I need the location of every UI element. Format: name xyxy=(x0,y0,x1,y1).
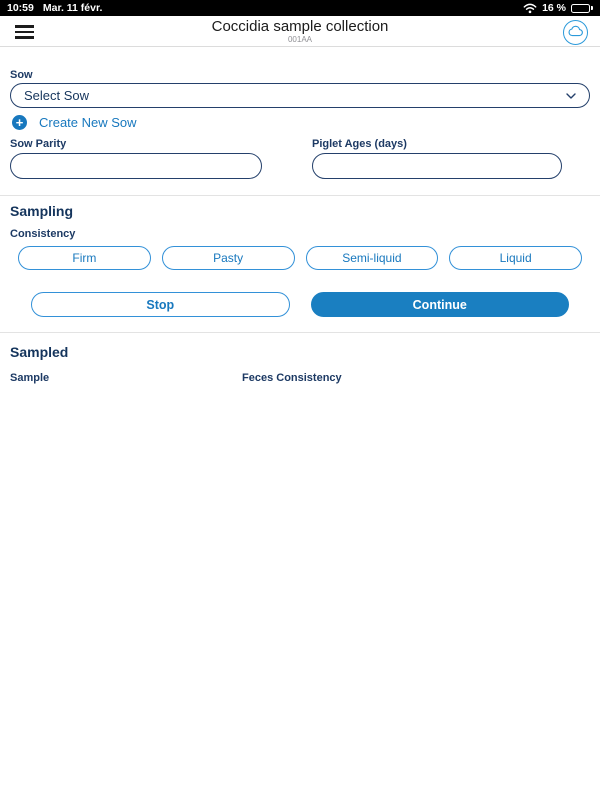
consistency-firm-button[interactable]: Firm xyxy=(18,246,151,270)
sampled-heading: Sampled xyxy=(10,344,69,360)
page-title: Coccidia sample collection xyxy=(211,18,389,35)
column-header-feces-consistency: Feces Consistency xyxy=(242,372,342,384)
stop-button[interactable]: Stop xyxy=(31,292,290,317)
sow-label: Sow xyxy=(10,69,33,81)
status-bar xyxy=(0,0,600,16)
sampled-table-header xyxy=(10,372,590,384)
sampling-heading: Sampling xyxy=(10,203,74,219)
consistency-label: Consistency xyxy=(10,228,76,240)
piglet-ages-input[interactable] xyxy=(312,153,562,179)
consistency-semi-liquid-button[interactable]: Semi-liquid xyxy=(306,246,439,270)
create-new-sow-button[interactable] xyxy=(10,115,590,130)
sow-parity-label: Sow Parity xyxy=(10,138,67,150)
app-header xyxy=(0,16,600,47)
create-new-sow-label: Create New Sow xyxy=(39,115,137,130)
consistency-options xyxy=(10,246,590,270)
battery-percent: 16 % xyxy=(542,2,566,14)
page-subtitle: 001AA xyxy=(287,35,313,44)
cloud-sync-button[interactable] xyxy=(563,20,588,45)
section-divider xyxy=(0,332,600,333)
sow-select-value: Select Sow xyxy=(24,88,90,103)
plus-circle-icon: + xyxy=(12,115,27,130)
sow-select[interactable] xyxy=(10,83,590,108)
status-time: 10:59 xyxy=(7,2,34,14)
chevron-down-icon xyxy=(566,93,576,99)
column-header-sample: Sample xyxy=(10,372,50,384)
piglet-ages-label: Piglet Ages (days) xyxy=(312,138,407,150)
status-date: Mar. 11 févr. xyxy=(42,2,103,14)
continue-button[interactable]: Continue xyxy=(311,292,570,317)
battery-icon xyxy=(571,4,593,13)
hamburger-menu-icon[interactable] xyxy=(15,25,34,39)
consistency-pasty-button[interactable]: Pasty xyxy=(162,246,295,270)
section-divider xyxy=(0,195,600,196)
consistency-liquid-button[interactable]: Liquid xyxy=(449,246,582,270)
action-buttons xyxy=(10,292,590,317)
sow-parity-input[interactable] xyxy=(10,153,262,179)
cloud-sync-icon xyxy=(568,24,583,42)
wifi-icon xyxy=(523,3,537,14)
